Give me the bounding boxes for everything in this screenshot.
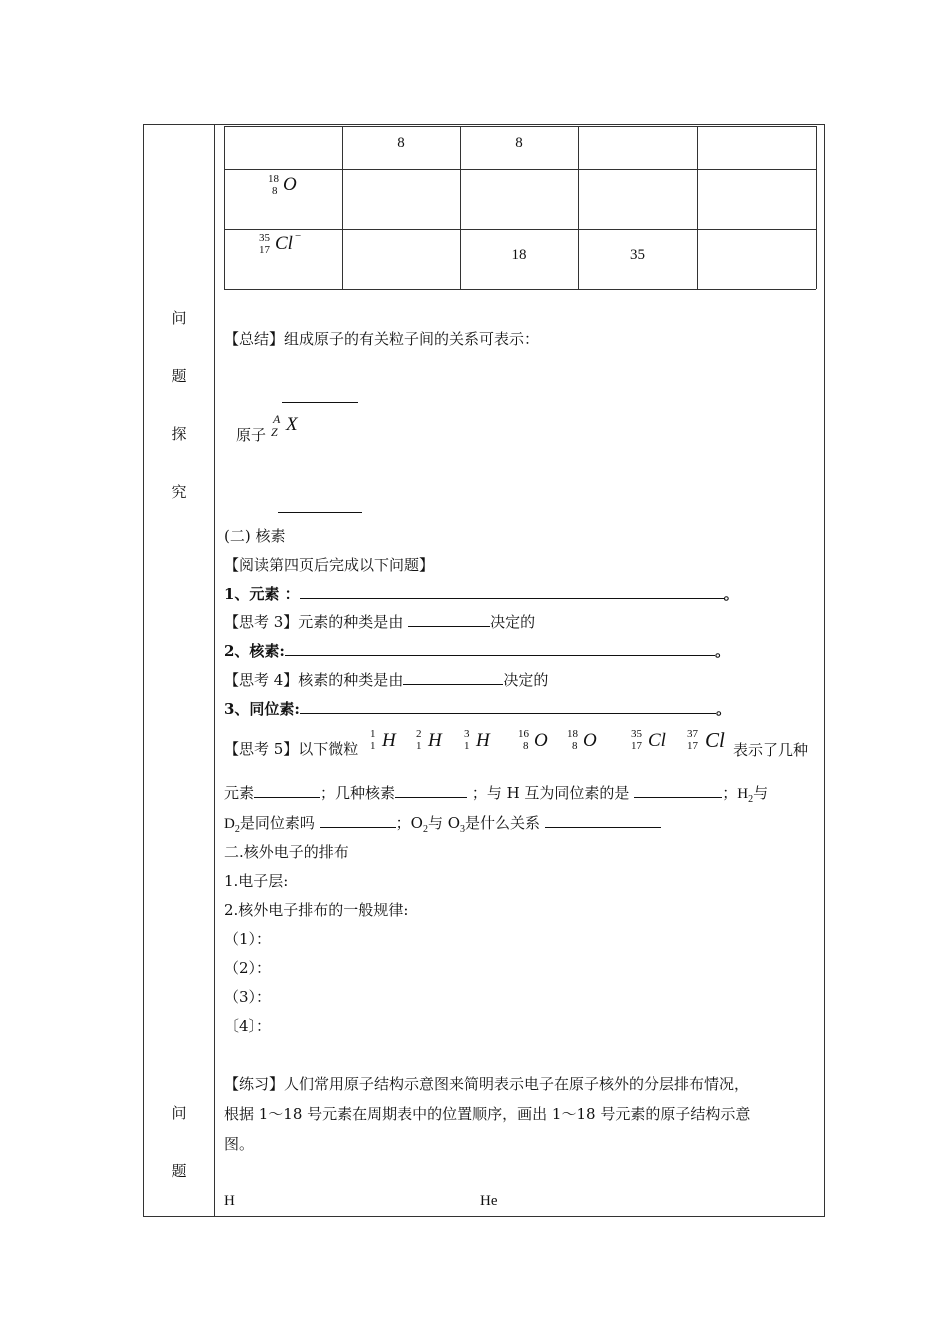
q3-blank[interactable] [300,699,716,714]
q3-isotope: 3、同位素: 。 [224,700,731,718]
think5-line2: 元素 ；几种核素 ；与 H 互为同位素的是 ；$H_2$与 [224,784,769,805]
h2-d2-blank[interactable] [320,813,396,828]
side-label-5: 问 [171,1104,187,1122]
summary-title: 【总结】组成原子的有关粒子间的关系可表示： [224,330,540,348]
table-row2-symbol: 18 8 O [268,173,297,197]
rule-1: （1）： [224,930,272,948]
frame-bottom-border [143,1216,825,1217]
o2-o3-blank[interactable] [545,813,661,828]
side-label-2: 题 [171,367,187,385]
kinds-nuclide-blank[interactable] [395,783,467,798]
h-isotope-blank[interactable] [634,783,722,798]
particle-1h: 1 1 H [370,728,396,752]
practice-line3: 图。 [224,1135,255,1153]
frame-right-border [824,124,825,1216]
q2-nuclide: 2、核素: 。 [224,642,730,660]
element-he: He [480,1193,498,1209]
particle-18o: 18 8 O [567,728,597,752]
kinds-element-blank[interactable] [254,783,320,798]
nuclide-heading: (二) 核素 [224,527,286,545]
practice-line1: 【练习】人们常用原子结构示意图来简明表示电子在原子核外的分层排布情况， [224,1075,750,1093]
summary-blank-bottom [278,512,362,513]
think3-blank[interactable] [408,612,490,627]
q1-element: 1、元素 ： 。 [224,585,739,603]
particle-37cl: 37 17 Cl [687,728,725,752]
think5-line3: $D_2$是同位素吗 ；$O_2$与 $O_3$是什么关系 [224,813,661,840]
table-row1-col2: 8 [397,135,405,151]
q2-blank[interactable] [285,641,715,656]
think3: 【思考 3】元素的种类是由 决定的 [224,613,536,631]
q1-blank[interactable] [300,584,724,599]
frame-top-border [143,124,825,125]
frame-divider [214,124,215,1216]
think5-tail: 表示了几种 [733,741,809,759]
frame-left-border [143,124,144,1216]
side-label-3: 探 [171,425,187,443]
particle-35cl: 35 17 Cl [631,728,666,752]
think4: 【思考 4】核素的种类是由 决定的 [224,671,549,689]
atom-notation: 原子 A Z X [236,412,298,444]
rule-2: （2）： [224,959,272,977]
table-row3-symbol: 35 17 Cl − [259,230,302,256]
practice-line2: 根据 1～18 号元素在周期表中的位置顺序，画出 1～18 号元素的原子结构示意 [224,1105,751,1123]
particle-2h: 2 1 H [416,728,442,752]
read-prompt: 【阅读第四页后完成以下问题】 [224,556,435,574]
side-label-1: 问 [171,309,187,327]
rule-3: （3）： [224,988,272,1006]
electron-heading: 二.核外电子的排布 [224,843,349,861]
particle-3h: 3 1 H [464,728,490,752]
table-row3-col4: 35 [630,247,645,263]
rule-4: 〔4〕： [224,1017,272,1035]
table-row1-col3: 8 [515,135,523,151]
summary-blank-top [282,402,358,403]
think5-label: 【思考 5】以下微粒 [224,740,359,758]
element-h: H [224,1193,235,1209]
particle-16o: 16 8 O [518,728,548,752]
side-label-6: 题 [171,1162,187,1180]
electron-item1: 1.电子层: [224,872,289,890]
electron-item2: 2.核外电子排布的一般规律: [224,901,409,919]
side-label-4: 究 [171,483,187,501]
think4-blank[interactable] [403,670,503,685]
table-row3-col3: 18 [511,247,527,263]
